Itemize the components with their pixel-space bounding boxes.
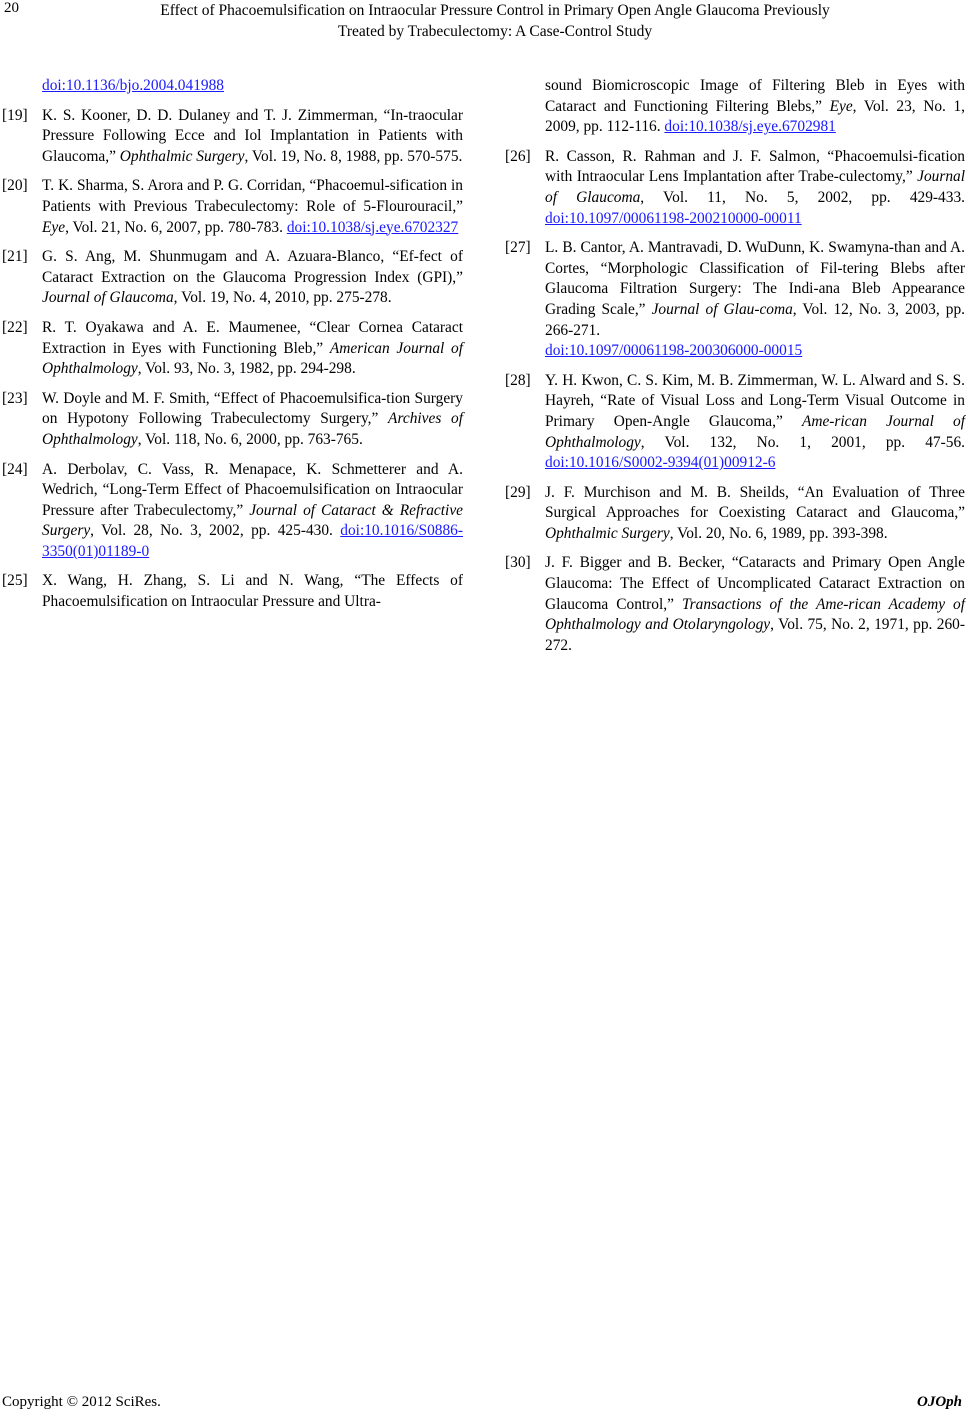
reference-20	[0, 176, 463, 238]
copyright-notice: Copyright © 2012 SciRes.	[2, 1394, 161, 1410]
continued-reference-25: sound Biomicroscopic Image of Filtering Bleb in Eyes with Cataract and Functioning Filtering Blebs,” Eye, Vol. 23, No. 1, 2009, pp. 112-116. doi:10.1038/sj.eye.6702981	[545, 77, 965, 136]
reference-text: R. Casson, R. Rahman and J. F. Salmon, “Phacoemulsi-fication with Intraocular Lens Implantation after Trabe-culectomy,” Journal of Glaucoma, Vol. 11, No. 5, 2002, pp. 429-433. doi:10.1097/00061198-200210000-00011	[545, 147, 965, 227]
reference-text: W. Doyle and M. F. Smith, “Effect of Phacoemulsifica-tion Surgery on Hypotony Following Trabeculectomy Surgery,” Archives of Ophthalmology, Vol. 118, No. 6, 2000, pp. 763-765.	[42, 389, 463, 448]
reference-number: [21]	[2, 248, 28, 266]
doi-link[interactable]: doi:10.1097/00061198-200210000-00011	[545, 209, 802, 227]
reference-30	[503, 553, 965, 656]
running-header	[60, 0, 930, 42]
reference-text: T. K. Sharma, S. Arora and P. G. Corridan, “Phacoemul-sification in Patients with Previous Trabeculectomy: Role of 5-Flourouracil,” Eye, Vol. 21, No. 6, 2007, pp. 780-783. doi:10.1038/sj.eye.6702327	[42, 177, 463, 236]
reference-number: [26]	[505, 147, 531, 165]
reference-number: [25]	[2, 572, 28, 590]
reference-number: [29]	[505, 483, 531, 501]
reference-25	[0, 571, 463, 612]
reference-number: [27]	[505, 239, 531, 257]
reference-text: J. F. Murchison and M. B. Sheilds, “An Evaluation of Three Surgical Approaches for Coexisting Cataract and Glaucoma,” Ophthalmic Surgery, Vol. 20, No. 6, 1989, pp. 393-398.	[545, 483, 965, 542]
reference-text: R. T. Oyakawa and A. E. Maumenee, “Clear Cornea Cataract Extraction in Eyes with Functioning Bleb,” American Journal of Ophthalmology, Vol. 93, No. 3, 1982, pp. 294-298.	[42, 318, 463, 378]
reference-23	[0, 389, 463, 451]
reference-number: [19]	[2, 106, 28, 124]
reference-19	[0, 106, 463, 168]
reference-text: K. S. Kooner, D. D. Dulaney and T. J. Zimmerman, “In-traocular Pressure Following Ecce and Iol Implantation in Patients with Glaucoma,” Ophthalmic Surgery, Vol. 19, No. 8, 1988, pp. 570-575.	[42, 106, 463, 165]
reference-28	[503, 371, 965, 474]
reference-26	[503, 147, 965, 229]
doi-link[interactable]: doi:10.1038/sj.eye.6702981	[664, 118, 836, 136]
running-header-line-1: Effect of Phacoemulsification on Intraocular Pressure Control in Primary Open Angle Glaucoma Previously	[160, 2, 830, 19]
right-column	[503, 76, 965, 665]
page-number: 20	[4, 0, 19, 16]
reference-27	[503, 238, 965, 362]
reference-22	[0, 318, 463, 380]
reference-number: [20]	[2, 177, 28, 195]
doi-link[interactable]: doi:10.1016/S0002-9394(01)00912-6	[545, 454, 776, 472]
doi-link[interactable]: doi:10.1136/bjo.2004.041988	[42, 77, 224, 94]
reference-text: J. F. Bigger and B. Becker, “Cataracts and Primary Open Angle Glaucoma: The Effect of Uncomplicated Cataract Extraction on Glaucoma Control,” Transactions of the Ame-rican Academy of Ophthalmology and Otolaryngology, Vol. 75, No. 2, 1971, pp. 260-272.	[545, 554, 966, 654]
reference-text: A. Derbolav, C. Vass, R. Menapace, K. Schmetterer and A. Wedrich, “Long-Term Effect of Phacoemulsification on Intraocular Pressure after Trabeculectomy,” Journal of Cataract & Refractive Surgery, Vol. 28, No. 3, 2002, pp. 425-430. doi:10.1016/S0886-3350(01)01189-0	[42, 460, 463, 560]
doi-link[interactable]: doi:10.1038/sj.eye.6702327	[286, 218, 459, 236]
reference-text: L. B. Cantor, A. Mantravadi, D. WuDunn, K. Swamyna-than and A. Cortes, “Morphologic Classification of Fil-tering Blebs after Glaucoma Filtration Surgery: The Indi-ana Bleb Appearance Grading Scale,” Journal of Glau-coma, Vol. 12, No. 3, 2003, pp. 266-271. doi:10.1097/00061198-200306000-00015	[545, 239, 965, 360]
doi-link[interactable]: doi:10.1097/00061198-200306000-00015	[545, 342, 803, 360]
reference-text: Y. H. Kwon, C. S. Kim, M. B. Zimmerman, W. L. Alward and S. S. Hayreh, “Rate of Visual Loss and Long-Term Visual Outcome in Primary Open-Angle Glaucoma,” Ame-rican Journal of Ophthalmology, Vol. 132, No. 1, 2001, pp. 47-56. doi:10.1016/S0002-9394(01)00912-6	[545, 371, 965, 472]
reference-number: [30]	[505, 554, 531, 572]
running-header-line-2: Treated by Trabeculectomy: A Case-Control Study	[337, 23, 653, 40]
doi-link[interactable]: doi:10.1016/S0886-3350(01)01189-0	[42, 522, 463, 560]
reference-text: G. S. Ang, M. Shunmugam and A. Azuara-Blanco, “Ef-fect of Cataract Extraction on the Glaucoma Progression Index (GPI),” Journal of Glaucoma, Vol. 19, No. 4, 2010, pp. 275-278.	[42, 248, 463, 307]
reference-number: [28]	[505, 371, 531, 389]
journal-abbreviation: OJOph	[916, 1394, 962, 1410]
reference-text: X. Wang, H. Zhang, S. Li and N. Wang, “The Effects of Phacoemulsification on Intraocular Pressure and Ultra-	[42, 572, 463, 611]
reference-number: [23]	[2, 389, 28, 407]
continued-reference	[0, 76, 463, 97]
left-column	[0, 76, 463, 622]
reference-24	[0, 460, 463, 563]
reference-number: [24]	[2, 460, 28, 478]
reference-21	[0, 247, 463, 309]
reference-number: [22]	[2, 318, 28, 336]
reference-29	[503, 483, 965, 545]
